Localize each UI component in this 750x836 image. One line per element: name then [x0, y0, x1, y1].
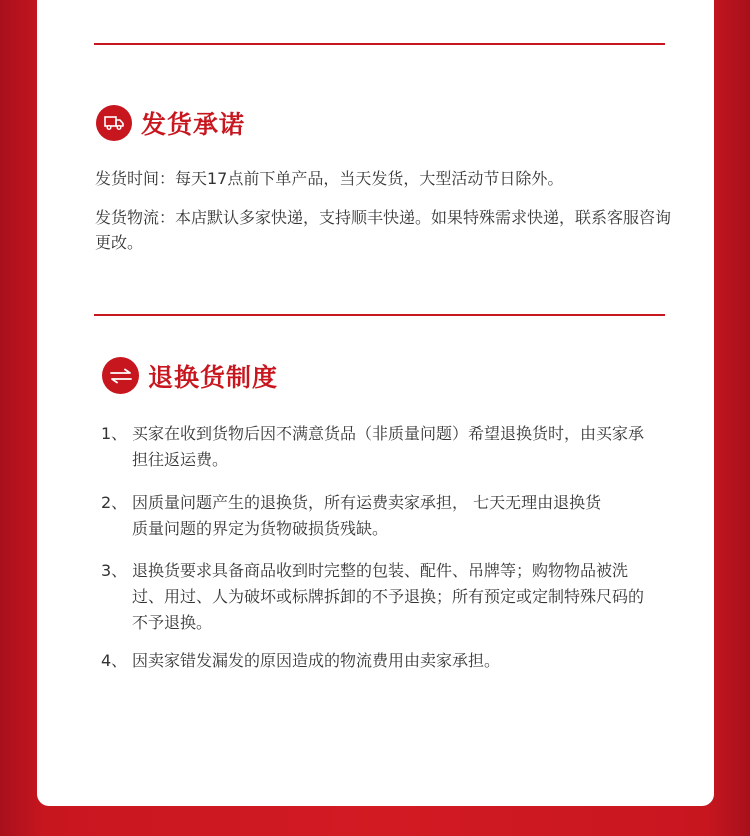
list-item-number: 4、	[101, 651, 128, 670]
list-item-number: 2、	[101, 493, 128, 512]
list-item	[101, 490, 612, 542]
exchange-arrows-icon	[102, 357, 139, 394]
list-item-text: 退换货要求具备商品收到时完整的包装、配件、吊牌等；购物物品被洗过、用过、人为破坏或标牌拆卸的不予退换；所有预定或定制特殊尺码的不予退换。	[132, 561, 645, 632]
shipping-time-text: 发货时间：每天17点前下单产品，当天发货，大型活动节日除外。	[95, 169, 564, 188]
list-item-number: 3、	[101, 561, 128, 580]
middle-divider	[94, 314, 665, 316]
shipping-title: 发货承诺	[141, 110, 246, 139]
top-divider	[94, 43, 665, 45]
content-card	[37, 0, 714, 806]
shipping-logistics-text: 发货物流：本店默认多家快递，支持顺丰快递。如果特殊需求快递，联系客服咨询更改。	[95, 208, 672, 252]
returns-title: 退换货制度	[148, 362, 279, 392]
list-item	[101, 558, 652, 636]
list-item-text: 买家在收到货物后因不满意货品（非质量问题）希望退换货时，由买家承担往返运费。	[132, 424, 645, 469]
list-item-text: 因卖家错发漏发的原因造成的物流费用由卖家承担。	[132, 651, 501, 670]
truck-icon	[96, 105, 132, 141]
shipping-section-header	[96, 105, 245, 141]
list-item	[101, 421, 652, 473]
list-item	[101, 648, 652, 674]
returns-section-header	[102, 357, 278, 394]
list-item-text: 因质量问题产生的退换货，所有运费卖家承担， 七天无理由退换货质量问题的界定为货物破损货残缺。	[132, 493, 602, 538]
list-item-number: 1、	[101, 424, 128, 443]
